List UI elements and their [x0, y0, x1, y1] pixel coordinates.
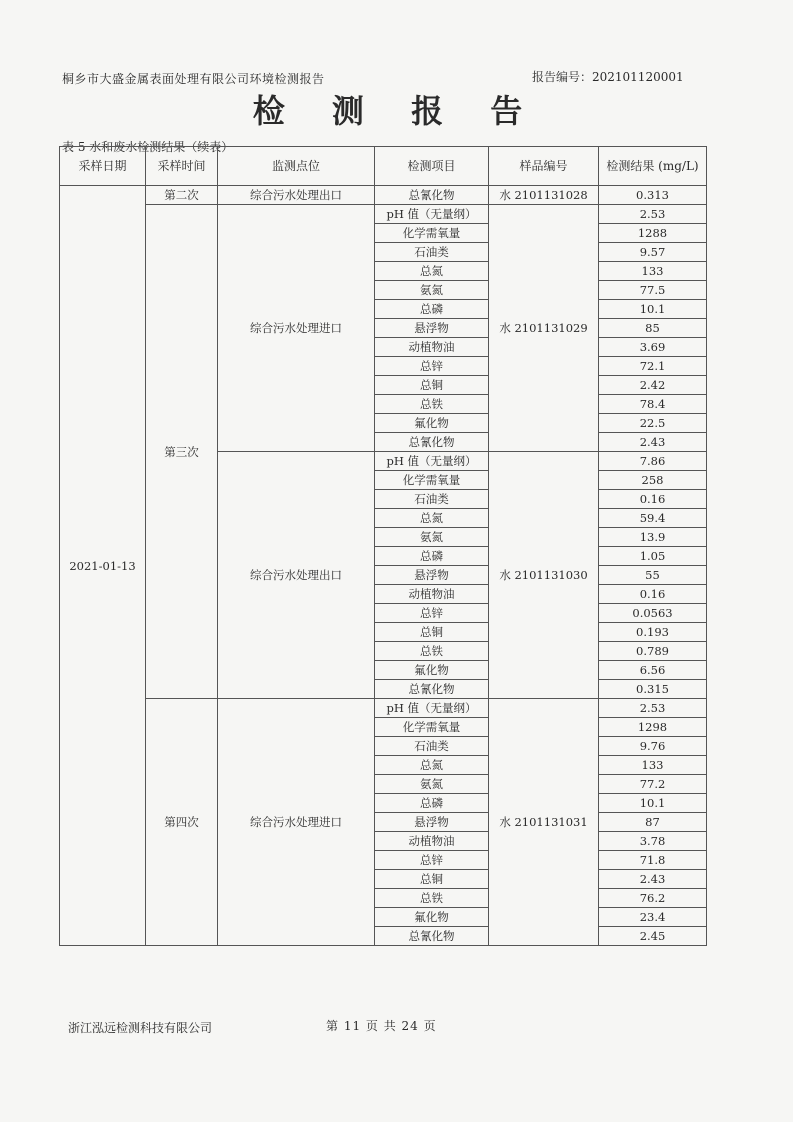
result-value-cell: 78.4 [599, 395, 707, 414]
result-value-cell: 9.57 [599, 243, 707, 262]
test-item-cell: 悬浮物 [375, 566, 489, 585]
col-header-point: 监测点位 [218, 147, 375, 186]
test-item-cell: 总氮 [375, 756, 489, 775]
test-item-cell: 化学需氧量 [375, 224, 489, 243]
result-value-cell: 1288 [599, 224, 707, 243]
result-value-cell: 2.43 [599, 870, 707, 889]
test-item-cell: 总氮 [375, 509, 489, 528]
result-value-cell: 2.53 [599, 699, 707, 718]
result-value-cell: 0.16 [599, 490, 707, 509]
results-body [60, 186, 707, 946]
result-value-cell: 0.0563 [599, 604, 707, 623]
result-value-cell: 9.76 [599, 737, 707, 756]
result-value-cell: 59.4 [599, 509, 707, 528]
test-item-cell: 氨氮 [375, 281, 489, 300]
result-value-cell: 0.16 [599, 585, 707, 604]
sample-id-cell: 水 2101131030 [489, 452, 599, 699]
test-item-cell: 总铁 [375, 395, 489, 414]
sampling-time-cell: 第四次 [146, 699, 218, 946]
monitoring-point-cell: 综合污水处理进口 [218, 699, 375, 946]
result-value-cell: 22.5 [599, 414, 707, 433]
report-number: 报告编号：202101120001 [532, 70, 684, 84]
result-value-cell: 85 [599, 319, 707, 338]
test-item-cell: 石油类 [375, 490, 489, 509]
result-value-cell: 0.789 [599, 642, 707, 661]
test-item-cell: 动植物油 [375, 338, 489, 357]
test-item-cell: 氟化物 [375, 908, 489, 927]
test-item-cell: 总锌 [375, 357, 489, 376]
col-header-result: 检测结果 (mg/L) [599, 147, 707, 186]
col-header-item: 检测项目 [375, 147, 489, 186]
test-item-cell: 总铜 [375, 623, 489, 642]
result-value-cell: 7.86 [599, 452, 707, 471]
page-number: 第 11 页 共 24 页 [326, 1019, 437, 1033]
test-item-cell: 氟化物 [375, 661, 489, 680]
result-value-cell: 72.1 [599, 357, 707, 376]
test-item-cell: 总氰化物 [375, 680, 489, 699]
result-value-cell: 0.315 [599, 680, 707, 699]
test-item-cell: 总磷 [375, 547, 489, 566]
sample-id-cell: 水 2101131031 [489, 699, 599, 946]
sample-id-cell: 水 2101131029 [489, 205, 599, 452]
col-header-sample: 样品编号 [489, 147, 599, 186]
table-caption: 表 5 水和废水检测结果（续表） [62, 140, 234, 154]
test-item-cell: 悬浮物 [375, 813, 489, 832]
result-value-cell: 55 [599, 566, 707, 585]
results-table [59, 146, 707, 946]
test-item-cell: 总铁 [375, 642, 489, 661]
sample-id-cell: 水 2101131028 [489, 186, 599, 205]
test-item-cell: 动植物油 [375, 585, 489, 604]
result-value-cell: 1.05 [599, 547, 707, 566]
col-header-date: 采样日期 [60, 147, 146, 186]
table-row [60, 699, 707, 718]
result-value-cell: 0.193 [599, 623, 707, 642]
result-value-cell: 1298 [599, 718, 707, 737]
test-item-cell: 化学需氧量 [375, 471, 489, 490]
test-item-cell: 总氰化物 [375, 927, 489, 946]
test-item-cell: pH 值（无量纲） [375, 452, 489, 471]
result-value-cell: 3.69 [599, 338, 707, 357]
result-value-cell: 10.1 [599, 300, 707, 319]
test-item-cell: 氨氮 [375, 775, 489, 794]
test-item-cell: 总氮 [375, 262, 489, 281]
sampling-time-cell: 第三次 [146, 205, 218, 699]
test-item-cell: pH 值（无量纲） [375, 205, 489, 224]
table-row [60, 186, 707, 205]
test-item-cell: 石油类 [375, 737, 489, 756]
result-value-cell: 10.1 [599, 794, 707, 813]
result-value-cell: 76.2 [599, 889, 707, 908]
test-item-cell: 总磷 [375, 300, 489, 319]
monitoring-point-cell: 综合污水处理出口 [218, 452, 375, 699]
monitoring-point-cell: 综合污水处理进口 [218, 205, 375, 452]
result-value-cell: 3.78 [599, 832, 707, 851]
test-item-cell: 总锌 [375, 851, 489, 870]
result-value-cell: 13.9 [599, 528, 707, 547]
test-item-cell: 总氰化物 [375, 186, 489, 205]
col-header-time: 采样时间 [146, 147, 218, 186]
result-value-cell: 2.45 [599, 927, 707, 946]
result-value-cell: 133 [599, 262, 707, 281]
result-value-cell: 133 [599, 756, 707, 775]
document-title: 检 测 报 告 [252, 92, 541, 130]
test-item-cell: 悬浮物 [375, 319, 489, 338]
result-value-cell: 71.8 [599, 851, 707, 870]
table-header-row [60, 147, 707, 186]
sampling-time-cell: 第二次 [146, 186, 218, 205]
result-value-cell: 23.4 [599, 908, 707, 927]
footer-company: 浙江泓远检测科技有限公司 [68, 1021, 213, 1035]
monitoring-point-cell: 综合污水处理出口 [218, 186, 375, 205]
test-item-cell: 石油类 [375, 243, 489, 262]
test-item-cell: 氨氮 [375, 528, 489, 547]
test-item-cell: 动植物油 [375, 832, 489, 851]
test-item-cell: 化学需氧量 [375, 718, 489, 737]
test-item-cell: 总铜 [375, 870, 489, 889]
result-value-cell: 77.2 [599, 775, 707, 794]
result-value-cell: 87 [599, 813, 707, 832]
table-row [60, 205, 707, 224]
test-item-cell: 总铜 [375, 376, 489, 395]
result-value-cell: 0.313 [599, 186, 707, 205]
result-value-cell: 2.53 [599, 205, 707, 224]
test-item-cell: 总铁 [375, 889, 489, 908]
test-item-cell: 氟化物 [375, 414, 489, 433]
result-value-cell: 2.43 [599, 433, 707, 452]
result-value-cell: 258 [599, 471, 707, 490]
result-value-cell: 6.56 [599, 661, 707, 680]
test-item-cell: 总锌 [375, 604, 489, 623]
result-value-cell: 77.5 [599, 281, 707, 300]
report-company-header: 桐乡市大盛金属表面处理有限公司环境检测报告 [62, 72, 325, 86]
test-item-cell: 总氰化物 [375, 433, 489, 452]
sampling-date-cell: 2021-01-13 [60, 186, 146, 946]
test-item-cell: pH 值（无量纲） [375, 699, 489, 718]
test-item-cell: 总磷 [375, 794, 489, 813]
result-value-cell: 2.42 [599, 376, 707, 395]
